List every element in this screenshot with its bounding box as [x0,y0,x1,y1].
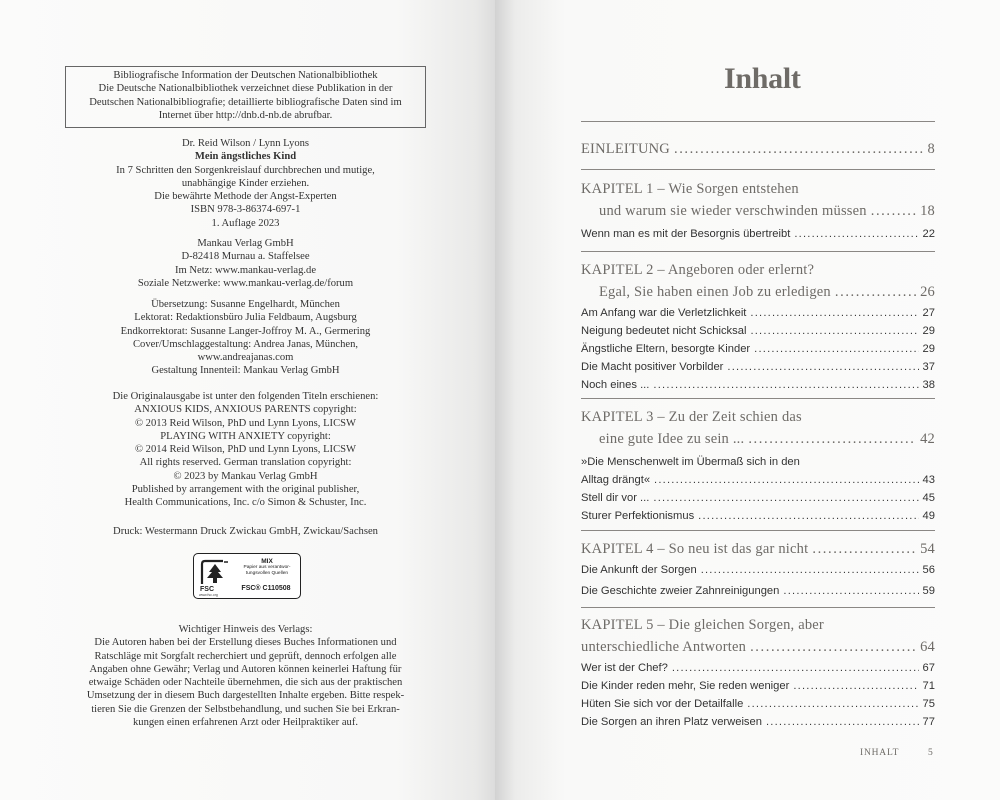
toc-subsection[interactable] [581,376,935,394]
subsection-label: Die Kinder reden mehr, Sie reden weniger [581,680,790,692]
fsc-sub: tungsvollen Quellen [245,570,289,576]
credits-block [65,298,426,378]
toc-chapter-5[interactable] [581,614,935,658]
subsection-page: 45 [922,492,935,504]
toc-subsection[interactable] [581,713,935,731]
subsection-label: Wenn man es mit der Besorgnis übertreibt [581,228,791,240]
toc-title: Inhalt [724,62,801,95]
info-line: Die Deutsche Nationalbibliothek verzeichnet diese Publikation in der [98,83,393,95]
toc-subsection[interactable] [581,358,935,376]
notice-line: Umsetzung der in diesem Buch dargestellten Inhalte ergeben. Bitte respek- [86,690,405,702]
notice-line: Die Autoren haben bei der Erstellung dieses Buches Informationen und [94,637,397,649]
publisher-notice-block [65,623,426,729]
subsection-label: Am Anfang war die Verletzlichkeit [581,307,747,319]
chapter-heading-cont: unterschiedliche Antworten [581,639,747,655]
toc-divider [581,251,935,252]
toc-entry-page: 8 [927,141,935,157]
original-line: Health Communications, Inc. c/o Simon & Schuster, Inc. [124,497,367,509]
subsection-page: 37 [922,361,935,373]
publisher-line: Soziale Netzwerke: www.mankau-verlag.de/forum [137,277,354,289]
chapter-page: 42 [920,431,935,447]
info-line: Deutschen Nationalbibliografie; detaillierte bibliografische Daten sind im [89,96,402,108]
chapter-heading: KAPITEL 1 – Wie Sorgen entstehen [581,181,799,197]
fsc-mix: MIX [261,558,273,565]
publisher-line: D-82418 Murnau a. Staffelsee [181,251,310,263]
toc-subsection[interactable] [581,507,935,525]
book-info-block [65,137,426,230]
fsc-mix-block [236,558,298,576]
subsection-page: 38 [922,379,935,391]
subsection-label: Die Sorgen an ihren Platz verweisen [581,716,762,728]
subsection-label: Wer ist der Chef? [581,662,668,674]
toc-subsection[interactable] [581,659,935,677]
book-title: Mein ängstliches Kind [194,151,297,163]
toc-divider [581,398,935,399]
authors: Dr. Reid Wilson / Lynn Lyons [181,138,310,149]
toc-subsection[interactable] [581,340,935,358]
edition: 1. Auflage 2023 [211,217,280,229]
book-subtitle-line: unabhängige Kinder erziehen. [181,177,310,189]
book-subtitle-line: In 7 Schritten den Sorgenkreislauf durchbrechen und mutige, [116,164,375,176]
original-line: © 2023 by Mankau Verlag GmbH [173,470,318,482]
publisher-line: Im Netz: www.mankau-verlag.de [174,264,317,276]
toc-subsection[interactable] [581,322,935,340]
toc-subsection-list [581,225,935,243]
toc-divider [581,169,935,170]
toc-subsection[interactable] [581,582,935,600]
subsection-page: 43 [922,474,935,486]
toc-subsection-list [581,453,935,525]
credit-line: Übersetzung: Susanne Engelhardt, München [151,299,340,310]
original-line: Die Originalausgabe ist unter den folgenden Titeln erschienen: [112,391,379,402]
toc-subsection[interactable] [581,489,935,507]
notice-line: kungen einen erfahrenen Arzt oder Heilpraktiker auf. [132,717,358,729]
original-line: Published by arrangement with the original publisher, [131,484,360,496]
original-line: © 2013 Reid Wilson, PhD und Lynn Lyons, LICSW [134,417,357,429]
toc-entry-label: EINLEITUNG [581,141,670,157]
fsc-logo-box [193,553,301,599]
subsection-page: 49 [922,510,935,522]
chapter-heading: KAPITEL 5 – Die gleichen Sorgen, aber [581,617,824,633]
chapter-heading-cont: und warum sie wieder verschwinden müssen [599,203,867,219]
credit-line: Lektorat: Redaktionsbüro Julia Feldbaum, Augsburg [134,312,357,324]
chapter-heading: KAPITEL 3 – Zu der Zeit schien das [581,409,802,425]
subsection-label: Die Geschichte zweier Zahnreinigungen [581,585,780,597]
subsection-label: Die Ankunft der Sorgen [581,564,697,576]
subsection-page: 59 [922,585,935,597]
subsection-label[interactable]: »Die Menschenwelt im Übermaß sich in den [581,456,800,468]
print-line: Druck: Westermann Druck Zwickau GmbH, Zwickau/Sachsen [113,526,378,537]
subsection-label: Noch eines ... [581,379,650,391]
notice-line: Angaben ohne Gewähr; Verlag und Autoren können keinerlei Haftung für [89,663,402,675]
credit-line: Gestaltung Innenteil: Mankau Verlag GmbH [151,365,340,377]
subsection-label: Neigung bedeutet nicht Schicksal [581,325,747,337]
subsection-page: 29 [922,343,935,355]
fsc-sub: Papier aus verantwor- [243,565,291,570]
chapter-page: 54 [920,541,935,557]
fsc-tree-icon [198,558,232,588]
credit-line: Cover/Umschlaggestaltung: Andrea Janas, München, [132,338,359,350]
isbn: ISBN 978-3-86374-697-1 [190,204,301,216]
notice-line: etwaige Schäden oder Nachteile übernehmen, die sich aus der praktischen [88,677,403,689]
subsection-page: 75 [922,698,935,710]
subsection-page: 29 [922,325,935,337]
subsection-label: Stell dir vor ... [581,492,650,504]
toc-subsection[interactable] [581,677,935,695]
subsection-page: 22 [922,228,935,240]
toc-subsection-list [581,304,935,394]
chapter-page: 64 [920,639,935,655]
notice-line: Wichtiger Hinweis des Verlags: [178,624,313,635]
publisher-line: Mankau Verlag GmbH [197,238,294,249]
original-line: PLAYING WITH ANXIETY copyright: [160,430,331,442]
info-line: Internet über http://dnb.d-nb.de abrufbar. [158,109,333,121]
chapter-page: 26 [920,284,935,300]
subsection-label: Sturer Perfektionismus [581,510,695,522]
page-number: 5 [928,748,934,758]
notice-line: tieren Sie die Grenzen der Selbstbehandlung, und suchen Sie bei Erkran- [91,703,400,715]
toc-subsection-list [581,561,935,600]
original-line: © 2014 Reid Wilson, PhD und Lynn Lyons, LICSW [134,444,357,456]
subsection-label: Die Macht positiver Vorbilder [581,361,724,373]
toc-divider [581,530,935,531]
toc-chapter-2[interactable] [581,259,935,303]
credit-line: Endkorrektorat: Susanne Langer-Joffroy M. A., Germering [120,325,371,337]
toc-chapter-4[interactable] [581,538,935,560]
chapter-heading: KAPITEL 2 – Angeboren oder erlernt? [581,262,815,278]
toc-entry-einleitung[interactable] [581,138,935,160]
subsection-page: 67 [922,662,935,674]
toc-top-rule [581,121,935,122]
toc-subsection[interactable] [581,471,935,489]
chapter-heading-cont: eine gute Idee zu sein ... [599,431,745,447]
bibliographic-info-box [65,66,426,128]
subsection-page: 56 [922,564,935,576]
running-footer-label: INHALT [860,748,900,758]
toc-divider [581,607,935,608]
subsection-page: 77 [922,716,935,728]
toc-subsection[interactable] [581,225,935,243]
subsection-label: Hüten Sie sich vor der Detailfalle [581,698,744,710]
original-line: All rights reserved. German translation copyright: [139,457,352,469]
chapter-heading-cont: Egal, Sie haben einen Job zu erledigen [599,284,831,300]
subsection-page: 71 [922,680,935,692]
fsc-url: www.fsc.org [199,593,218,597]
notice-line: Ratschläge mit Sorgfalt recherchiert und geprüft, dennoch erfolgen alle [94,650,397,662]
subsection-page: 27 [922,307,935,319]
subsection-label: Ängstliche Eltern, besorgte Kinder [581,343,751,355]
credit-line: www.andreajanas.com [197,352,294,364]
original-line: ANXIOUS KIDS, ANXIOUS PARENTS copyright: [134,404,357,416]
fsc-code: FSC® C110508 [241,585,291,592]
toc-chapter-1[interactable] [581,178,935,222]
original-edition-block [65,390,426,510]
subsection-label: Alltag drängt« [581,474,651,486]
info-line: Bibliografische Information der Deutschen Nationalbibliothek [113,70,378,81]
publisher-block [65,237,426,290]
fsc-label: FSC [200,586,214,593]
chapter-page: 18 [920,203,935,219]
toc-subsection[interactable] [581,561,935,579]
toc-subsection[interactable] [581,304,935,322]
toc-subsection[interactable] [581,695,935,713]
toc-chapter-3[interactable] [581,406,935,450]
toc-subsection-list [581,659,935,731]
chapter-heading: KAPITEL 4 – So neu ist das gar nicht [581,541,809,557]
book-tagline: Die bewährte Methode der Angst-Experten [154,191,337,203]
